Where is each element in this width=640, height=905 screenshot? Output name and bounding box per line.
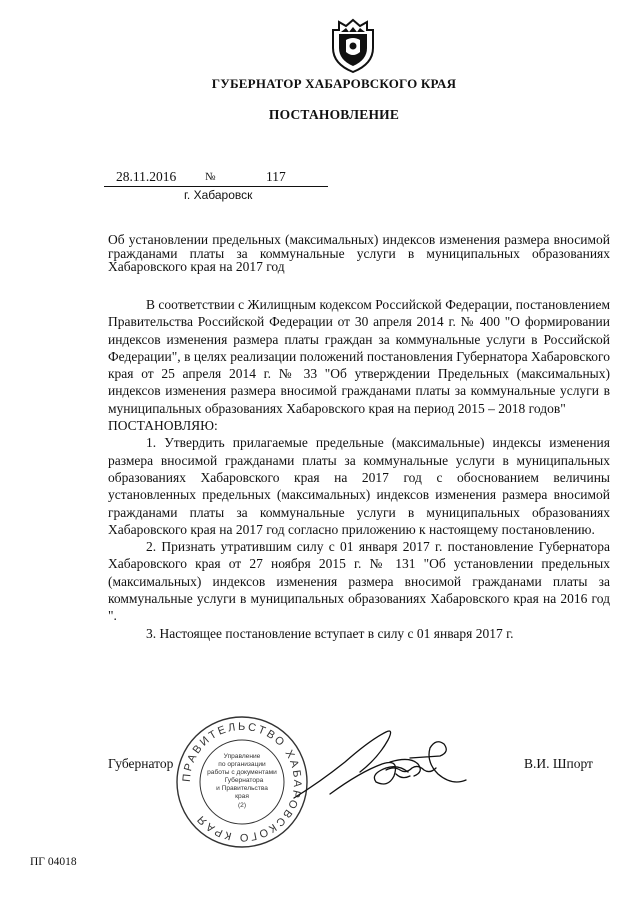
handwritten-signature: [290, 722, 480, 802]
document-city: г. Хабаровск: [184, 188, 253, 202]
preamble-paragraph: В соответствии с Жилищным кодексом Российской Федерации, постановлением Правительства Российской Федерации от 30 апреля 2014 г. № 400 "О формировании индексов изменения размера платы граждан за коммунальные услуги в Российской Федерации", в целях реализации положений постановления Губернатора Хабаровского края от 25 апреля 2014 г. № 33 "Об утверждении Предельных (максимальных) индексов изменения размера вносимой гражданами платы за коммунальные услуги в муниципальных образованиях Хабаровского края на период 2015 – 2018 годов": [108, 297, 610, 416]
stamp-line-4: Губернатора: [224, 777, 264, 784]
authority-title: ГУБЕРНАТОР ХАБАРОВСКОГО КРАЯ: [211, 76, 457, 91]
document-date: 28.11.2016: [116, 169, 177, 184]
stamp-line-3: работы с документами: [207, 769, 277, 776]
document-type: ПОСТАНОВЛЕНИЕ: [268, 107, 400, 122]
decree-word: ПОСТАНОВЛЯЮ:: [108, 418, 218, 434]
coat-of-arms-emblem: [329, 18, 377, 74]
stamp-line-7: (2): [237, 802, 247, 809]
item-1-paragraph: 1. Утвердить прилагаемые предельные (максимальные) индексы изменения размера вносимой гражданами платы за коммунальные услуги в муниципальных образованиях Хабаровского края на 2017 год с обоснованием величины установленных предельных (максимальных) индексов изменения размера вносимой гражданами платы за коммунальные услуги в муниципальных образованиях Хабаровского края на 2017 год согласно приложению к настоящему постановлению.: [108, 435, 610, 537]
signatory-name: В.И. Шпорт: [524, 756, 593, 771]
stamp-line-5: и Правительства: [216, 785, 268, 792]
document-number: 117: [266, 169, 286, 184]
item-3-paragraph: 3. Настоящее постановление вступает в силу с 01 января 2017 г.: [146, 625, 514, 641]
number-sign: №: [205, 171, 216, 183]
document-body: [108, 296, 610, 642]
document-subject: Об установлении предельных (максимальных) индексов изменения размера вносимой гражданами платы за коммунальные услуги в муниципальных образованиях Хабаровского края на 2017 год: [108, 232, 610, 275]
stamp-line-2: по организации: [218, 761, 266, 768]
stamp-line-1: Управление: [223, 753, 261, 760]
item-2-paragraph: 2. Признать утратившим силу с 01 января 2017 г. постановление Губернатора Хабаровского края от 27 ноября 2015 г. № 131 "Об установлении предельных (максимальных) индексов изменения размера вносимой гражданами платы за коммунальные услуги в муниципальных образованиях Хабаровского края на 2016 год ".: [108, 539, 610, 624]
stamp-ring-text: ПРАВИТЕЛЬСТВО ХАБАРОВСКОГО КРАЯ: [180, 720, 304, 844]
stamp-line-6: края: [235, 793, 249, 800]
document-code: ПГ 04018: [30, 856, 77, 868]
signatory-position: Губернатор: [108, 756, 174, 771]
